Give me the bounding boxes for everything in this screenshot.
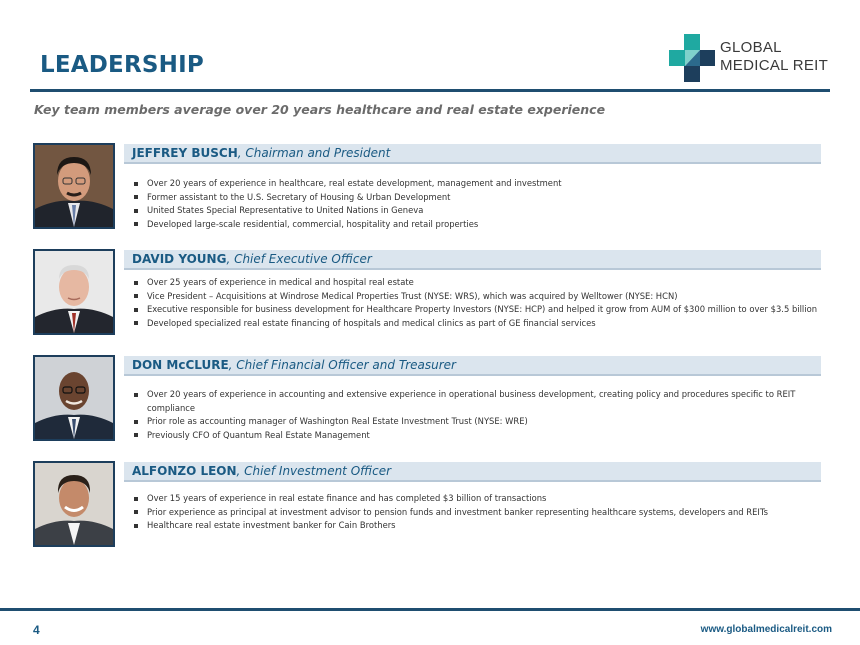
leader-bullets	[132, 492, 822, 533]
bullet-item: Developed large-scale residential, commercial, hospitality and retail properties	[132, 218, 822, 232]
portrait-image	[35, 145, 113, 227]
bullet-item: Over 20 years of experience in healthcare, real estate development, management and investment	[132, 177, 822, 191]
bullet-item: Previously CFO of Quantum Real Estate Management	[132, 429, 822, 443]
leader-role: , Chief Investment Officer	[236, 464, 392, 478]
website-link[interactable]: www.globalmedicalreit.com	[700, 624, 832, 635]
leader-name: DON McCLURE	[132, 358, 229, 372]
logo-wordmark	[720, 39, 828, 75]
leader-name-bar	[124, 250, 821, 270]
bullet-item: Over 15 years of experience in real estate finance and has completed $3 billion of transactions	[132, 492, 822, 506]
footer-divider	[0, 608, 860, 611]
bullet-item: Prior role as accounting manager of Washington Real Estate Investment Trust (NYSE: WRE)	[132, 415, 822, 429]
leader-role: , Chief Financial Officer and Treasurer	[228, 358, 456, 372]
portrait-photo	[33, 355, 115, 441]
leader-bullets	[132, 276, 822, 330]
logo-line-1: GLOBAL	[720, 39, 782, 56]
leader-bullets	[132, 388, 822, 442]
portrait-image	[35, 251, 113, 333]
bullet-item: Developed specialized real estate financing of hospitals and medical clinics as part of GE financial services	[132, 317, 822, 331]
header-divider	[30, 89, 830, 92]
bullet-item: Executive responsible for business development for Healthcare Property Investors (NYSE: HCP) and helped it grow from AUM of $300 million to over $3.5 billion	[132, 303, 822, 317]
bullet-item: Over 25 years of experience in medical and hospital real estate	[132, 276, 822, 290]
portrait-photo	[33, 143, 115, 229]
page-number: 4	[33, 623, 40, 637]
bullet-item: Healthcare real estate investment banker for Cain Brothers	[132, 519, 822, 533]
bullet-item: United States Special Representative to United Nations in Geneva	[132, 204, 822, 218]
leader-name: ALFONZO LEON	[132, 464, 237, 478]
leader-bullets	[132, 177, 822, 231]
bullet-item: Prior experience as principal at investment advisor to pension funds and investment banker representing healthcare systems, developers and REITs	[132, 506, 822, 520]
portrait-image	[35, 463, 113, 545]
leader-name-bar	[124, 462, 821, 482]
logo-cross-icon	[667, 32, 717, 84]
leader-role: , Chief Executive Officer	[226, 252, 372, 266]
leader-role: , Chairman and President	[237, 146, 391, 160]
bullet-item: Vice President – Acquisitions at Windrose Medical Properties Trust (NYSE: WRS), which was acquired by Welltower (NYSE: HCN)	[132, 290, 822, 304]
logo-line-2: MEDICAL REIT	[720, 57, 829, 74]
leader-name: DAVID YOUNG	[132, 252, 227, 266]
portrait-photo	[33, 461, 115, 547]
company-logo	[667, 32, 837, 84]
page-title: LEADERSHIP	[40, 52, 204, 78]
leader-name-bar	[124, 356, 821, 376]
leader-name-bar	[124, 144, 821, 164]
bullet-item: Over 20 years of experience in accounting and extensive experience in operational business development, creating policy and procedures specific to REIT compliance	[132, 388, 822, 415]
bullet-item: Former assistant to the U.S. Secretary of Housing & Urban Development	[132, 191, 822, 205]
page-subtitle: Key team members average over 20 years healthcare and real estate experience	[34, 102, 606, 117]
leader-name: JEFFREY BUSCH	[132, 146, 238, 160]
portrait-image	[35, 357, 113, 439]
portrait-photo	[33, 249, 115, 335]
